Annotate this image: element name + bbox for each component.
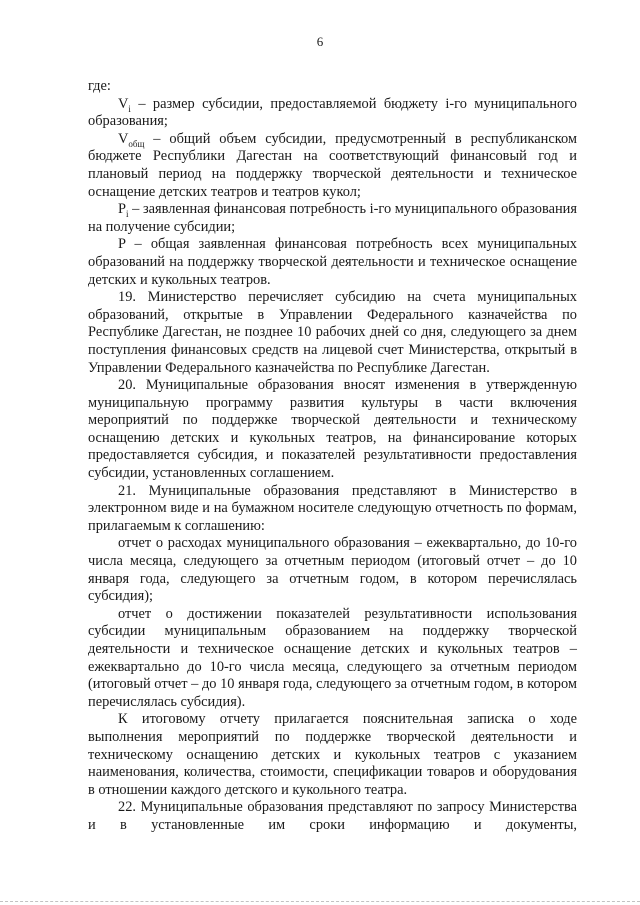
- variable-subscript: i: [128, 103, 131, 114]
- definition-text: – заявленная финансовая потребность i-го муниципального образования на получение субсидии;: [88, 201, 577, 235]
- paragraph-expense-report: отчет о расходах муниципального образования – ежеквартально, до 10-го числа месяца, следующего за отчетным периодом (итоговый отчет – до 10 января года, следующего за отчетным годом, в котором перечислялась субсидия);: [88, 535, 577, 605]
- paragraph-clause-21: 21. Муниципальные образования представляют в Министерство в электронном виде и на бумажном носителе следующую отчетность по формам, прилагаемым к соглашению:: [88, 482, 577, 534]
- variable-symbol: V: [118, 130, 129, 147]
- paragraph-explanatory-note: К итоговому отчету прилагается пояснительная записка о ходе выполнения мероприятий по поддержке творческой деятельности и техническому оснащению детских и кукольных театров с указанием наименования, количества, стоимости, спецификации товаров и оборудования в отношении каждого детского и кукольного театра.: [88, 711, 577, 798]
- variable-subscript: общ: [128, 138, 145, 149]
- definition-text: – общий объем субсидии, предусмотренный в республиканском бюджете Республики Дагестан на соответствующий финансовый год и плановый период на поддержку творческой деятельности и техническое оснащение детских театров и театров кукол;: [88, 130, 577, 200]
- paragraph-where: где:: [88, 78, 111, 94]
- scan-edge-line: [0, 899, 640, 902]
- page-number: 6: [316, 34, 324, 49]
- variable-symbol: V: [118, 95, 129, 112]
- paragraph-clause-19: 19. Министерство перечисляет субсидию на счета муниципальных образований, открытые в Управлении Федерального казначейства по Республике Дагестан, не позднее 10 рабочих дней со дня, следующего за днем поступления финансовых средств на лицевой счет Министерства, открытый в Управлении Федерального казначейства по Республике Дагестан.: [88, 289, 577, 376]
- paragraph-vi-definition: [88, 96, 577, 131]
- document-body: [88, 78, 577, 835]
- paragraph-vtotal-definition: [88, 131, 577, 201]
- definition-text: – размер субсидии, предоставляемой бюджету i-го муниципального образования;: [88, 95, 577, 130]
- paragraph-clause-22: 22. Муниципальные образования представляют по запросу Министерства и в установленные им сроки информацию и документы,: [88, 799, 577, 833]
- paragraph-pi-definition: [88, 201, 577, 236]
- paragraph-p-definition: P – общая заявленная финансовая потребность всех муниципальных образований на поддержку творческой деятельности и техническое оснащение детских и кукольных театров.: [88, 236, 577, 288]
- paragraph-performance-report: отчет о достижении показателей результативности использования субсидии муниципальным образованием на поддержку творческой деятельности и техническое оснащение детских и кукольных театров – ежеквартально до 10-го числа месяца, следующего за отчетным периодом (итоговый отчет – до 10 января года, следующего за отчетным годом, в котором перечислялась субсидия).: [88, 605, 577, 710]
- variable-symbol: P: [118, 201, 127, 218]
- paragraph-clause-20: 20. Муниципальные образования вносят изменения в утвержденную муниципальную программу развития культуры в части включения мероприятий по поддержке творческой деятельности и техническому оснащению детских и кукольных театров, на финансирование которых предоставляется субсидия, и показателей результативности предоставления субсидии, установленных соглашением.: [88, 377, 577, 482]
- variable-subscript: i: [126, 209, 129, 220]
